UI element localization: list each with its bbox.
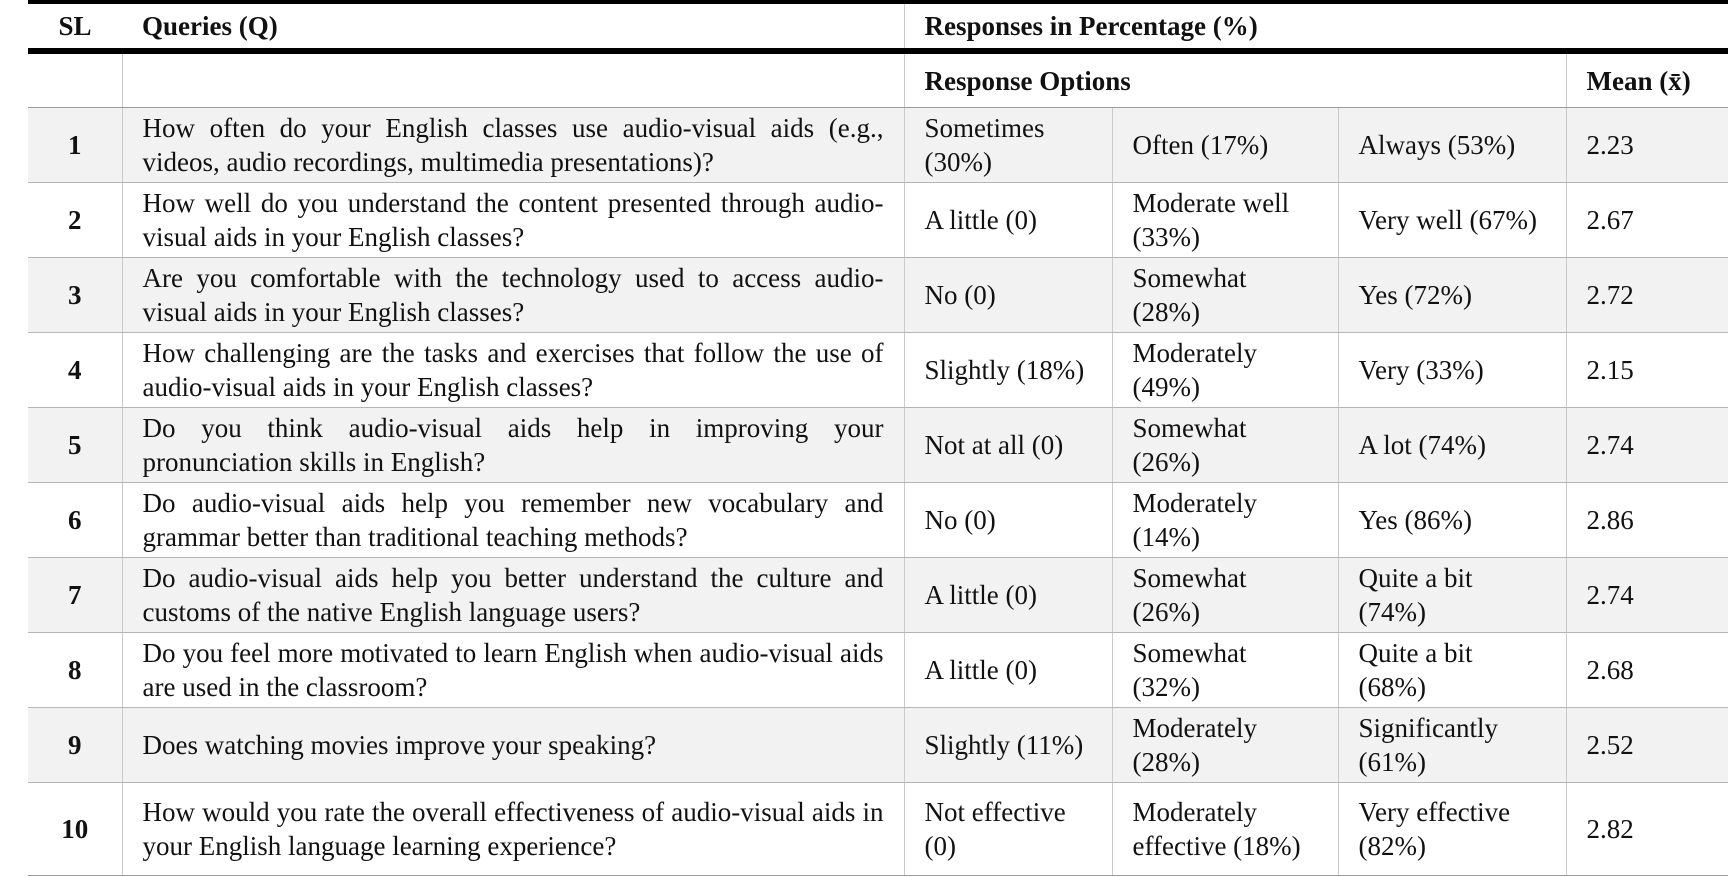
row-query-cell: Do audio-visual aids help you better understand the culture and customs of the native English language users? bbox=[122, 558, 904, 633]
mean-header: Mean (x̄) bbox=[1566, 51, 1728, 108]
row-option-1-cell: A little (0) bbox=[904, 558, 1112, 633]
row-mean-cell: 2.15 bbox=[1566, 333, 1728, 408]
row-mean-cell: 2.86 bbox=[1566, 483, 1728, 558]
table-row bbox=[28, 558, 1728, 633]
row-query-cell: How well do you understand the content presented through audio-visual aids in your English classes? bbox=[122, 183, 904, 258]
row-option-2-cell: Moderately effective (18%) bbox=[1112, 783, 1338, 876]
row-option-2-cell: Somewhat (32%) bbox=[1112, 633, 1338, 708]
row-option-3-cell: Quite a bit (74%) bbox=[1338, 558, 1566, 633]
row-option-2-cell: Moderately (14%) bbox=[1112, 483, 1338, 558]
row-option-2-cell: Somewhat (28%) bbox=[1112, 258, 1338, 333]
survey-results-table bbox=[28, 0, 1728, 876]
row-option-3-cell: Yes (86%) bbox=[1338, 483, 1566, 558]
table-row bbox=[28, 108, 1728, 183]
row-query-cell: How challenging are the tasks and exercises that follow the use of audio-visual aids in your English classes? bbox=[122, 333, 904, 408]
row-option-3-cell: Very effective (82%) bbox=[1338, 783, 1566, 876]
row-sl-cell: 2 bbox=[28, 183, 122, 258]
header-row bbox=[28, 2, 1728, 51]
row-query-cell: How would you rate the overall effectiveness of audio-visual aids in your English language learning experience? bbox=[122, 783, 904, 876]
row-sl-cell: 5 bbox=[28, 408, 122, 483]
row-query-cell: Does watching movies improve your speaking? bbox=[122, 708, 904, 783]
row-sl-cell: 6 bbox=[28, 483, 122, 558]
table-row bbox=[28, 408, 1728, 483]
row-query-cell: Do you feel more motivated to learn English when audio-visual aids are used in the classroom? bbox=[122, 633, 904, 708]
row-option-1-cell: Sometimes (30%) bbox=[904, 108, 1112, 183]
row-option-3-cell: Yes (72%) bbox=[1338, 258, 1566, 333]
row-option-1-cell: Not at all (0) bbox=[904, 408, 1112, 483]
row-option-1-cell: Slightly (18%) bbox=[904, 333, 1112, 408]
row-sl-cell: 7 bbox=[28, 558, 122, 633]
table-row bbox=[28, 258, 1728, 333]
row-option-2-cell: Often (17%) bbox=[1112, 108, 1338, 183]
queries-header: Queries (Q) bbox=[122, 2, 904, 51]
row-option-2-cell: Somewhat (26%) bbox=[1112, 558, 1338, 633]
row-option-3-cell: Significantly (61%) bbox=[1338, 708, 1566, 783]
row-option-1-cell: A little (0) bbox=[904, 183, 1112, 258]
row-mean-cell: 2.74 bbox=[1566, 408, 1728, 483]
row-option-3-cell: A lot (74%) bbox=[1338, 408, 1566, 483]
row-option-1-cell: Not effective (0) bbox=[904, 783, 1112, 876]
row-option-3-cell: Very well (67%) bbox=[1338, 183, 1566, 258]
row-mean-cell: 2.72 bbox=[1566, 258, 1728, 333]
sl-header: SL bbox=[28, 2, 122, 51]
row-option-1-cell: A little (0) bbox=[904, 633, 1112, 708]
row-query-cell: Do you think audio-visual aids help in improving your pronunciation skills in English? bbox=[122, 408, 904, 483]
table-body bbox=[28, 108, 1728, 876]
response-options-header: Response Options bbox=[904, 51, 1566, 108]
table-row bbox=[28, 783, 1728, 876]
row-sl-cell: 10 bbox=[28, 783, 122, 876]
row-mean-cell: 2.82 bbox=[1566, 783, 1728, 876]
row-option-2-cell: Moderate well (33%) bbox=[1112, 183, 1338, 258]
row-sl-cell: 1 bbox=[28, 108, 122, 183]
row-option-2-cell: Moderately (28%) bbox=[1112, 708, 1338, 783]
survey-table-container bbox=[28, 0, 1728, 876]
subheader-query-empty bbox=[122, 51, 904, 108]
row-option-1-cell: No (0) bbox=[904, 483, 1112, 558]
row-mean-cell: 2.67 bbox=[1566, 183, 1728, 258]
row-query-cell: Do audio-visual aids help you remember new vocabulary and grammar better than traditional teaching methods? bbox=[122, 483, 904, 558]
table-row bbox=[28, 333, 1728, 408]
row-mean-cell: 2.74 bbox=[1566, 558, 1728, 633]
row-option-3-cell: Always (53%) bbox=[1338, 108, 1566, 183]
row-mean-cell: 2.52 bbox=[1566, 708, 1728, 783]
row-query-cell: Are you comfortable with the technology used to access audio-visual aids in your English classes? bbox=[122, 258, 904, 333]
row-mean-cell: 2.68 bbox=[1566, 633, 1728, 708]
row-option-2-cell: Moderately (49%) bbox=[1112, 333, 1338, 408]
row-option-3-cell: Very (33%) bbox=[1338, 333, 1566, 408]
row-sl-cell: 9 bbox=[28, 708, 122, 783]
row-sl-cell: 8 bbox=[28, 633, 122, 708]
row-mean-cell: 2.23 bbox=[1566, 108, 1728, 183]
row-option-1-cell: No (0) bbox=[904, 258, 1112, 333]
table-row bbox=[28, 483, 1728, 558]
responses-header: Responses in Percentage (%) bbox=[904, 2, 1728, 51]
row-sl-cell: 4 bbox=[28, 333, 122, 408]
table-row bbox=[28, 633, 1728, 708]
table-row bbox=[28, 708, 1728, 783]
row-option-2-cell: Somewhat (26%) bbox=[1112, 408, 1338, 483]
table-row bbox=[28, 183, 1728, 258]
subheader-row bbox=[28, 51, 1728, 108]
row-option-3-cell: Quite a bit (68%) bbox=[1338, 633, 1566, 708]
row-sl-cell: 3 bbox=[28, 258, 122, 333]
row-option-1-cell: Slightly (11%) bbox=[904, 708, 1112, 783]
row-query-cell: How often do your English classes use audio-visual aids (e.g., videos, audio recordings, multimedia presentations)? bbox=[122, 108, 904, 183]
subheader-sl-empty bbox=[28, 51, 122, 108]
